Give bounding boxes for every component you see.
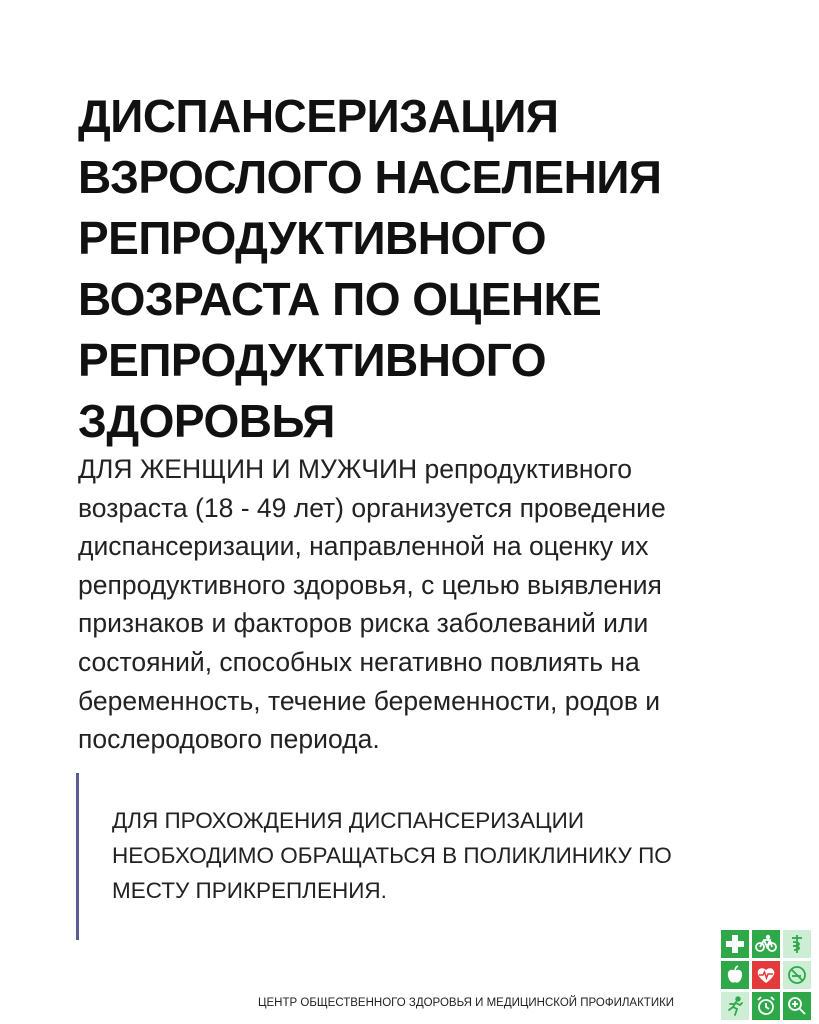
body-line: ДЛЯ ЖЕНЩИН И МУЖЧИН репродуктивного xyxy=(78,454,633,484)
body-line: репродуктивного здоровья, с целью выявления xyxy=(78,569,662,600)
runner-icon xyxy=(721,992,749,1020)
title-line: ДИСПАНСЕРИЗАЦИЯ xyxy=(78,90,559,142)
note-line: ДЛЯ ПРОХОЖДЕНИЯ ДИСПАНСЕРИЗАЦИИ xyxy=(112,808,584,833)
body-line: беременность, течение беременности, родов и xyxy=(78,685,661,716)
body-line: признаков и факторов риска заболеваний или xyxy=(78,608,649,639)
footer-organization: ЦЕНТР ОБЩЕСТВЕННОГО ЗДОРОВЬЯ И МЕДИЦИНСКОЙ ПРОФИЛАКТИКИ xyxy=(258,997,675,1009)
plus-icon xyxy=(721,930,749,958)
title-line: РЕПРОДУКТИВНОГО xyxy=(78,334,546,386)
body-line: послеродового периода. xyxy=(78,724,380,755)
title-line: ВЗРОСЛОГО НАСЕЛЕНИЯ xyxy=(78,151,662,203)
note-accent-bar xyxy=(76,773,79,940)
title-line: ВОЗРАСТА ПО ОЦЕНКЕ xyxy=(78,273,602,325)
note-callout xyxy=(112,803,732,908)
heart-pulse-icon xyxy=(752,961,780,989)
title-line: ЗДОРОВЬЯ xyxy=(78,395,335,447)
body-line: состояний, способных негативно повлиять на xyxy=(78,646,640,677)
alarm-clock-icon xyxy=(752,992,780,1020)
magnifier-plus-icon xyxy=(783,992,811,1020)
title-line: РЕПРОДУКТИВНОГО xyxy=(78,212,546,264)
body-line: возраста (18 - 49 лет) организуется проведение xyxy=(78,492,666,523)
body-paragraph xyxy=(78,450,718,759)
organization-logo xyxy=(721,930,813,1022)
note-line: МЕСТУ ПРИКРЕПЛЕНИЯ. xyxy=(112,878,387,903)
caduceus-icon xyxy=(783,930,811,958)
no-smoking-icon xyxy=(783,961,811,989)
body-line: диспансеризации, направленной на оценку их xyxy=(78,531,649,562)
apple-icon xyxy=(721,961,749,989)
note-line: НЕОБХОДИМО ОБРАЩАТЬСЯ В ПОЛИКЛИНИКУ ПО xyxy=(112,843,672,868)
page-title xyxy=(78,86,778,452)
bicycle-icon xyxy=(752,930,780,958)
